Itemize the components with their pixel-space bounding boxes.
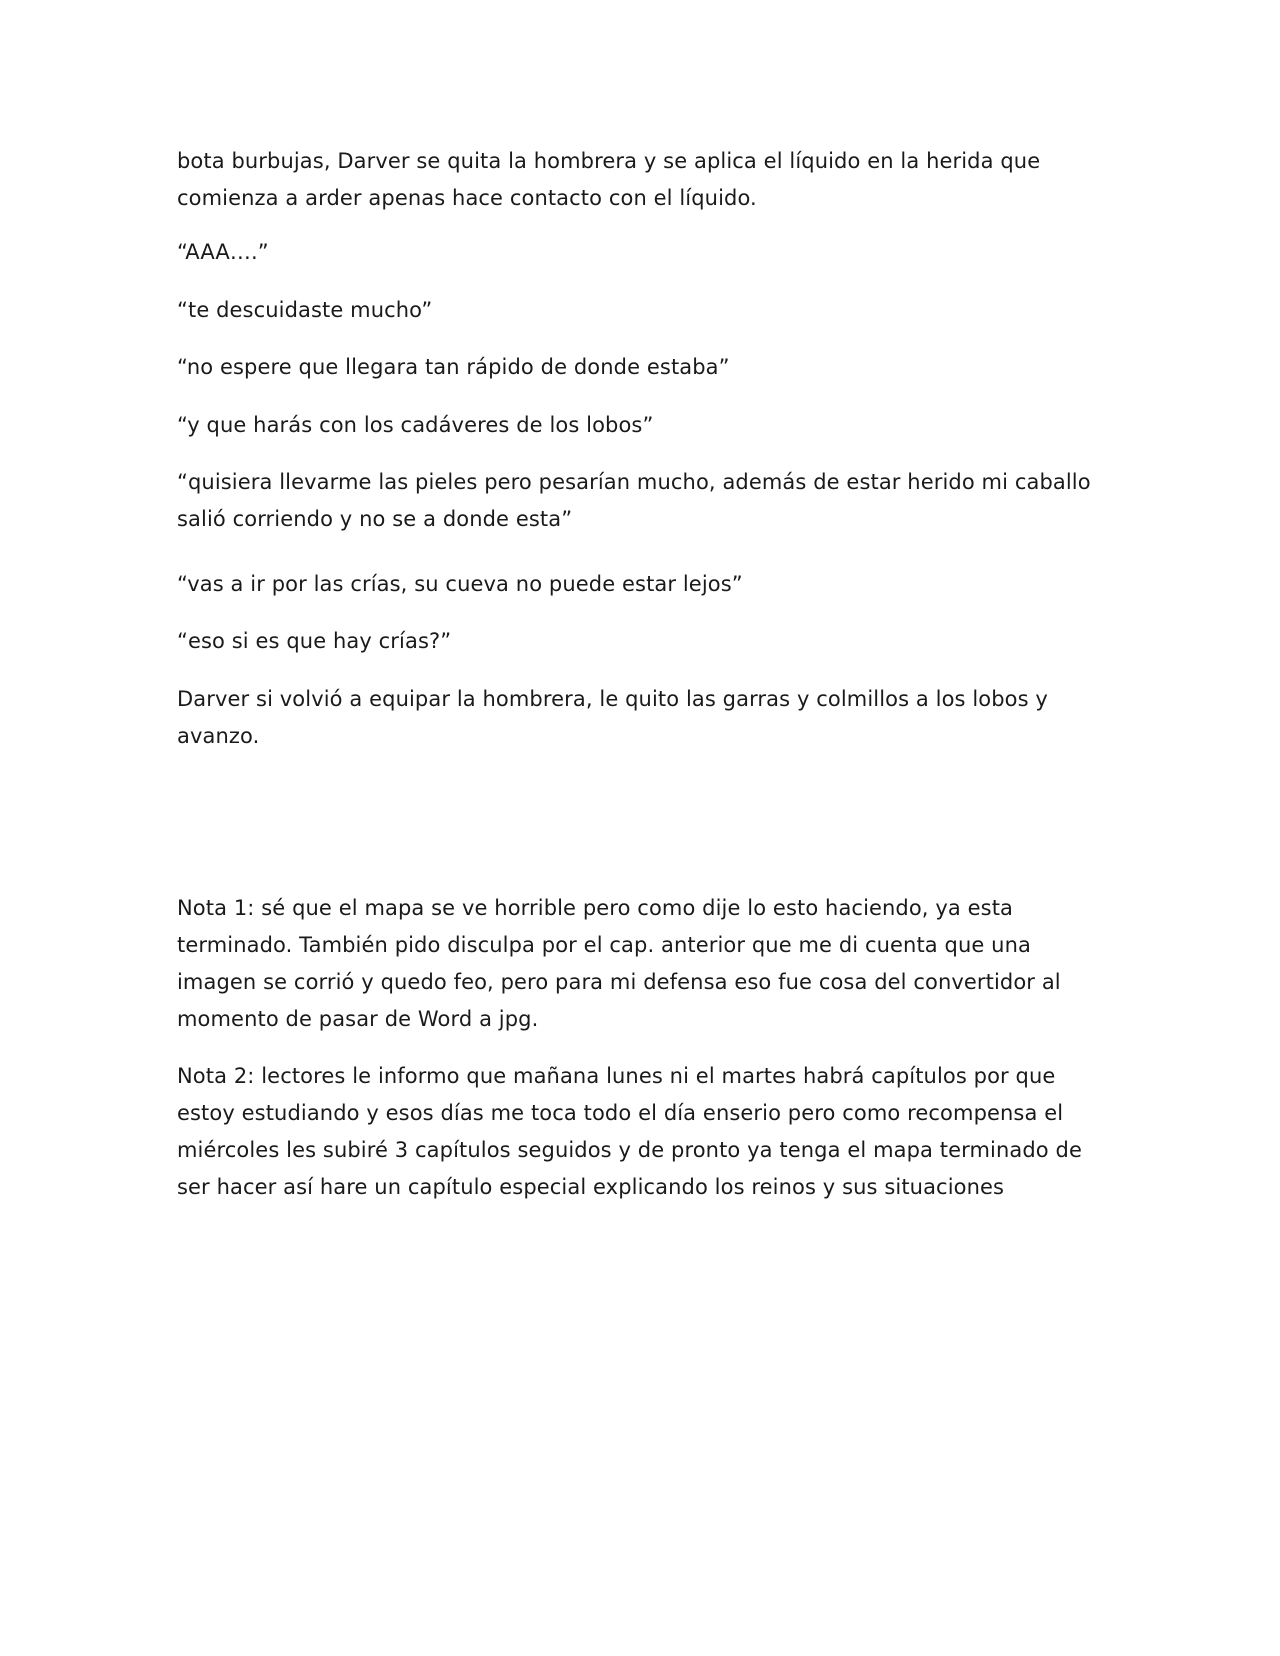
note-2: Nota 2: lectores le informo que mañana lunes ni el martes habrá capítulos por que estoy estudiando y esos días me toca todo el día enserio pero como recompensa el miércoles les subiré 3 capítulos seguidos y de pronto ya tenga el mapa terminado de ser hacer así hare un capítulo especial explicando los reinos y sus situaciones <box>177 1064 1082 1199</box>
paragraph-5: “y que harás con los cadáveres de los lobos” <box>177 413 654 437</box>
note-1: Nota 1: sé que el mapa se ve horrible pero como dije lo esto haciendo, ya esta terminado. También pido disculpa por el cap. anterior que me di cuenta que una imagen se corrió y quedo feo, pero para mi defensa eso fue cosa del convertidor al momento de pasar de Word a jpg. <box>177 896 1061 1031</box>
paragraph-1: bota burbujas, Darver se quita la hombrera y se aplica el líquido en la herida que comienza a arder apenas hace contacto con el líquido. <box>177 149 1041 210</box>
paragraph-7: “vas a ir por las crías, su cueva no puede estar lejos” <box>177 572 743 596</box>
paragraph-4: “no espere que llegara tan rápido de donde estaba” <box>177 355 730 379</box>
paragraph-8: “eso si es que hay crías?” <box>177 629 452 653</box>
paragraph-2: “AAA….” <box>177 240 269 264</box>
paragraph-3: “te descuidaste mucho” <box>177 298 433 322</box>
paragraph-6: “quisiera llevarme las pieles pero pesarían mucho, además de estar herido mi caballo salió corriendo y no se a donde esta” <box>177 470 1091 531</box>
paragraph-9: Darver si volvió a equipar la hombrera, le quito las garras y colmillos a los lobos y avanzo. <box>177 687 1048 748</box>
